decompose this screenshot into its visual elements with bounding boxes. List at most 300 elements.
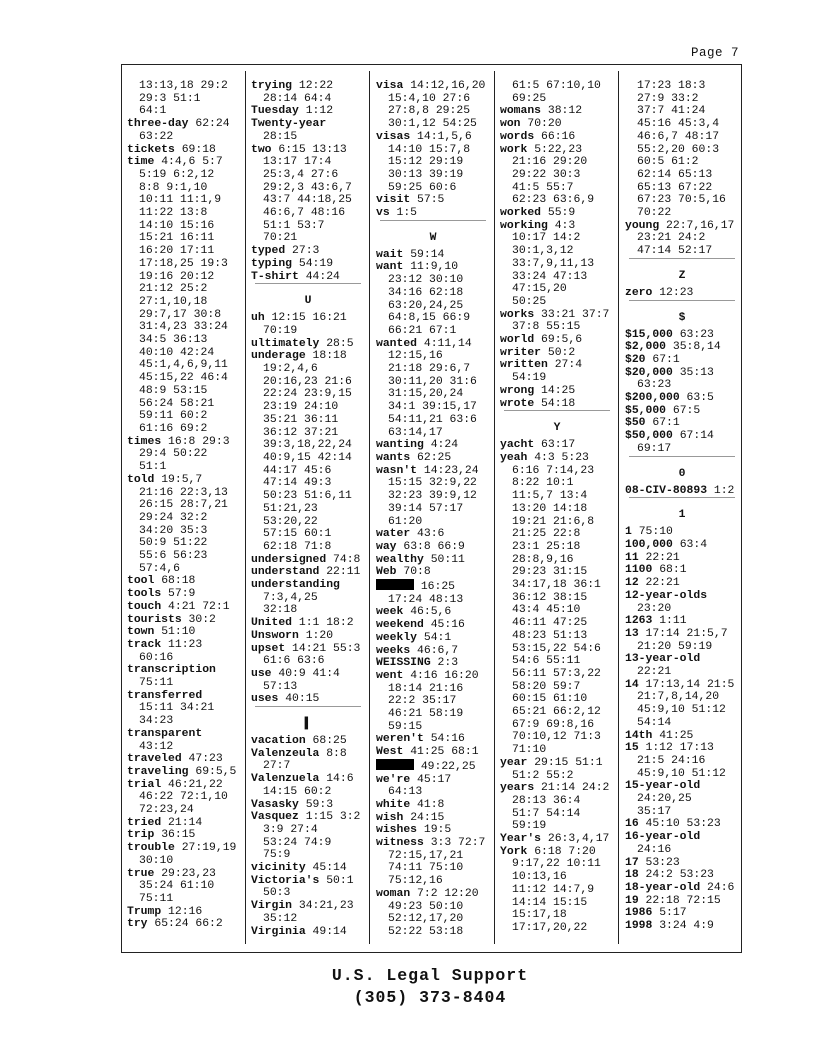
entry-first-locations: 14:25 xyxy=(541,384,576,397)
entry-location-line: 60:15 61:10 xyxy=(512,693,588,706)
entry-first-locations: 4:3 5:23 xyxy=(534,451,589,464)
entry-location-line: 33:24 47:13 xyxy=(512,270,588,283)
entry-word: works xyxy=(500,308,535,321)
entry-first-locations: 69:18 xyxy=(181,143,216,156)
entry-word: writer xyxy=(500,346,542,359)
entry-word: $15,000 xyxy=(625,328,673,341)
entry-word: traveling xyxy=(127,765,189,778)
entry-first-locations: 27:4 xyxy=(554,359,583,372)
entry-location-line: 20:16,23 21:6 xyxy=(263,375,352,388)
entry-location-line: 64:1 xyxy=(139,105,167,118)
index-entry xyxy=(251,773,365,798)
entry-location-line: 10:17 14:2 xyxy=(512,232,581,245)
entry-first-locations: 29:23,23 xyxy=(161,867,216,880)
entry-first-locations: 22:11 xyxy=(326,566,361,579)
entry-first-locations: 74:8 xyxy=(333,553,361,566)
entry-word: traveled xyxy=(127,753,182,766)
entry-location-line: 11:22 13:8 xyxy=(139,207,208,220)
entry-first-locations: 59:14 xyxy=(410,248,445,261)
entry-location-line: 3:9 27:4 xyxy=(263,823,318,836)
entry-location-line: 27:7 xyxy=(263,760,291,773)
entry-word: 15 xyxy=(625,742,639,755)
index-entry xyxy=(127,436,241,474)
index-column-2 xyxy=(251,80,365,938)
entry-location-line: 25:3,4 27:6 xyxy=(263,168,339,181)
column-separator xyxy=(494,71,495,944)
entry-word: won xyxy=(500,118,521,131)
redaction-bar xyxy=(376,579,414,590)
entry-location-line: 21:25 22:8 xyxy=(512,528,581,541)
index-entry xyxy=(251,258,365,271)
entry-first-locations: 21:14 24:2 xyxy=(541,782,610,795)
entry-word: Twenty-year xyxy=(251,118,327,131)
entry-location-line: 23:12 30:10 xyxy=(388,274,464,287)
entry-word: typing xyxy=(251,257,293,270)
entry-word: $2,000 xyxy=(625,341,667,354)
index-entry xyxy=(625,653,739,678)
index-entry xyxy=(127,779,241,817)
entry-location-line: 46:11 47:25 xyxy=(512,617,588,630)
entry-location-line: 34:23 xyxy=(139,715,174,728)
index-entry xyxy=(625,552,739,565)
index-entry xyxy=(500,359,614,384)
index-entry xyxy=(251,668,365,693)
entry-location-line: 61:16 69:2 xyxy=(139,422,208,435)
index-entry xyxy=(376,888,490,939)
index-entry xyxy=(127,690,241,728)
entry-location-line: 43:12 xyxy=(139,740,174,753)
entry-word: $5,000 xyxy=(625,404,667,417)
entry-word: visit xyxy=(376,194,411,207)
entry-location-line: 54:6 55:11 xyxy=(512,655,581,668)
entry-word: use xyxy=(251,667,272,680)
entry-word: went xyxy=(376,669,404,682)
entry-first-locations: 46:21,22 xyxy=(168,778,223,791)
index-entry xyxy=(251,875,365,900)
entry-first-locations: 4:24 xyxy=(430,439,459,452)
index-entry xyxy=(625,564,739,577)
index-entry xyxy=(127,588,241,601)
entry-first-locations: 30:2 xyxy=(188,613,216,626)
entry-first-locations: 1:11 xyxy=(659,615,687,628)
entry-location-line: 56:24 58:21 xyxy=(139,397,215,410)
index-entry xyxy=(251,926,365,939)
entry-first-locations: 46:6,7 xyxy=(417,644,459,657)
index-entry xyxy=(127,918,241,931)
entry-location-line: 13:17 17:4 xyxy=(263,156,332,169)
entry-word: way xyxy=(376,540,397,553)
entry-word: worked xyxy=(500,207,542,220)
entry-location-line: 65:13 67:22 xyxy=(637,181,713,194)
entry-first-locations: 22:21 xyxy=(645,577,680,590)
entry-word: weekend xyxy=(376,619,424,632)
entry-location-line: 19:2,4,6 xyxy=(263,363,318,376)
entry-word: 11 xyxy=(625,551,639,564)
index-entry xyxy=(251,630,365,643)
entry-word: York xyxy=(500,845,528,858)
entry-location-line: 36:12 38:15 xyxy=(512,591,588,604)
entry-first-locations: 21:14 xyxy=(168,816,203,829)
entry-word: WEISSING xyxy=(376,657,431,670)
entry-first-locations: 69:5,6 xyxy=(541,334,583,347)
entry-location-line: 53:15,22 54:6 xyxy=(512,642,601,655)
index-entry xyxy=(625,287,739,300)
entry-first-locations: 18:18 xyxy=(312,350,347,363)
entry-word: womans xyxy=(500,105,542,118)
entry-first-locations: 66:16 xyxy=(541,130,576,143)
entry-location-line: 48:9 53:15 xyxy=(139,384,208,397)
entry-location-line: 64:13 xyxy=(388,786,423,799)
entry-location-line: 70:10,12 71:3 xyxy=(512,731,601,744)
entry-first-locations: 6:18 7:20 xyxy=(534,845,596,858)
entry-location-line: 61:20 xyxy=(388,515,423,528)
footer-company: U.S. Legal Support xyxy=(331,966,529,985)
entry-location-line: 52:22 53:18 xyxy=(388,926,464,938)
entry-location-line: 27:1,10,18 xyxy=(139,295,208,308)
entry-word: uses xyxy=(251,693,279,706)
entry-word: 08-CIV-80893 xyxy=(625,484,708,497)
entry-first-locations: 69:5,5 xyxy=(195,765,237,778)
entry-location-line: 72:23,24 xyxy=(139,804,194,817)
index-entry xyxy=(625,392,739,405)
index-entry xyxy=(376,645,490,658)
entry-location-line: 63:23 xyxy=(637,379,672,392)
entry-word: tickets xyxy=(127,143,175,156)
entry-location-line: 49:23 50:10 xyxy=(388,900,464,913)
entry-first-locations: 11:9,10 xyxy=(410,261,459,274)
entry-location-line: 75:9 xyxy=(263,849,291,862)
entry-first-locations: 24:6 xyxy=(707,881,735,894)
index-entry xyxy=(127,474,241,576)
entry-location-line: 45:9,10 51:12 xyxy=(637,704,726,717)
entry-first-locations: 63:5 xyxy=(686,392,714,405)
entry-first-locations: 43:6 xyxy=(417,528,445,541)
entry-first-locations: 55:9 xyxy=(547,207,576,220)
entry-first-locations: 22:18 72:15 xyxy=(645,894,721,907)
entry-location-line: 52:12,17,20 xyxy=(388,913,464,926)
index-entry xyxy=(251,862,365,875)
entry-location-line: 59:11 60:2 xyxy=(139,410,208,423)
index-entry xyxy=(376,670,490,734)
index-entry xyxy=(127,626,241,639)
entry-location-line: 74:11 75:10 xyxy=(388,862,464,875)
entry-first-locations: 6:15 13:13 xyxy=(278,143,347,156)
index-letter-heading: W xyxy=(380,220,486,249)
index-entry xyxy=(376,541,490,554)
index-entry xyxy=(500,347,614,360)
index-entry xyxy=(625,742,739,780)
entry-first-locations: 34:21,23 xyxy=(298,900,354,913)
entry-word: words xyxy=(500,130,535,143)
entry-location-line: 19:16 20:12 xyxy=(139,270,215,283)
entry-location-line: 51:21,23 xyxy=(263,502,318,515)
entry-location-line: 16:20 17:11 xyxy=(139,245,215,258)
entry-location-line: 57:13 xyxy=(263,680,298,693)
entry-location-line: 35:12 xyxy=(263,912,298,925)
entry-location-line: 50:25 xyxy=(512,295,547,308)
index-letter-heading: 0 xyxy=(629,456,735,485)
index-entry xyxy=(251,554,365,567)
entry-location-line: 21:5 24:16 xyxy=(637,754,706,767)
entry-location-line: 35:21 36:11 xyxy=(263,413,339,426)
index-entry xyxy=(376,733,490,746)
entry-location-line: 40:9,15 42:14 xyxy=(263,451,352,464)
entry-first-locations: 49:14 xyxy=(312,925,347,938)
entry-first-locations: 14:23,24 xyxy=(423,464,479,477)
entry-location-line: 21:12 25:2 xyxy=(139,283,208,296)
entry-location-line: 17:18,25 19:3 xyxy=(139,257,228,270)
entry-first-locations: 36:15 xyxy=(161,829,196,842)
entry-location-line: 28:13 36:4 xyxy=(512,794,581,807)
entry-first-locations: 1:2 xyxy=(713,484,735,497)
index-entry xyxy=(127,614,241,627)
entry-first-locations: 45:10 53:23 xyxy=(645,818,721,831)
entry-word: yeah xyxy=(500,451,528,464)
index-entry xyxy=(251,350,365,553)
entry-word: wishes xyxy=(376,824,418,837)
entry-word: year xyxy=(500,756,528,769)
entry-first-locations: 67:5 xyxy=(672,404,701,417)
entry-location-line: 70:19 xyxy=(263,324,298,337)
index-entry xyxy=(127,829,241,842)
index-entry xyxy=(625,341,739,354)
entry-first-locations: 40:15 xyxy=(285,693,320,706)
index-entry xyxy=(127,766,241,779)
index-entry xyxy=(376,528,490,541)
index-entry xyxy=(625,539,739,552)
entry-location-line: 27:9 33:2 xyxy=(637,92,699,105)
entry-location-line: 23:21 24:2 xyxy=(637,232,706,245)
entry-word: trip xyxy=(127,829,155,842)
entry-first-locations: 14:21 55:3 xyxy=(292,642,361,655)
entry-first-locations: 54:16 xyxy=(430,733,465,746)
entry-location-line: 24:16 xyxy=(637,843,672,856)
index-entry xyxy=(376,824,490,837)
entry-first-locations: 19:5 xyxy=(423,824,452,837)
entry-location-line: 45:1,4,6,9,11 xyxy=(139,359,228,372)
entry-location-line: 46:6,7 48:16 xyxy=(263,207,346,220)
entry-word: town xyxy=(127,626,155,639)
entry-location-line: 9:17,22 10:11 xyxy=(512,858,601,871)
entry-first-locations: 5:22,23 xyxy=(534,143,583,156)
entry-location-line: 15:11 34:21 xyxy=(139,702,215,715)
entry-location-line: 10:13,16 xyxy=(512,871,567,884)
entry-first-locations: 62:25 xyxy=(417,451,452,464)
entry-first-locations: 4:4,6 5:7 xyxy=(161,156,223,169)
entry-first-locations: 4:16 16:20 xyxy=(410,669,479,682)
entry-location-line: 54:19 xyxy=(512,372,547,385)
entry-location-line: 58:20 59:7 xyxy=(512,680,581,693)
entry-location-line: 29:4 50:22 xyxy=(139,448,208,461)
entry-location-line: 15:15 32:9,22 xyxy=(388,477,477,490)
index-entry xyxy=(625,329,739,342)
entry-word: Web xyxy=(376,566,397,579)
entry-first-locations: 54:19 xyxy=(298,257,334,270)
entry-first-locations: 24:15 xyxy=(410,811,445,824)
entry-word: Year's xyxy=(500,833,542,846)
index-entry xyxy=(251,643,365,668)
entry-first-locations: 22:21 xyxy=(645,551,680,564)
entry-word: want xyxy=(376,261,404,274)
index-entry xyxy=(127,728,241,753)
entry-word: undersigned xyxy=(251,553,327,566)
index-entry xyxy=(625,526,739,539)
entry-word: time xyxy=(127,156,155,169)
entry-word: 1100 xyxy=(625,564,653,577)
entry-word: wrong xyxy=(500,384,535,397)
entry-first-locations: 17:14 21:5,7 xyxy=(645,627,728,640)
entry-word: Virgin xyxy=(251,900,293,913)
entry-first-locations: 50:2 xyxy=(547,346,576,359)
index-entry xyxy=(251,118,365,143)
entry-location-line: 61:6 63:6 xyxy=(263,655,325,668)
entry-word: understand xyxy=(251,566,320,579)
entry-location-line: 28:8,9,16 xyxy=(512,553,574,566)
entry-location-line: 23:1 25:18 xyxy=(512,540,581,553)
entry-word: United xyxy=(251,617,293,630)
entry-location-line: 69:25 xyxy=(512,92,547,105)
entry-word: tourists xyxy=(127,613,182,626)
entry-first-locations: 63:8 66:9 xyxy=(403,540,465,553)
entry-word: Valenzuela xyxy=(251,773,320,786)
entry-location-line: 15:17,18 xyxy=(512,909,567,922)
entry-first-locations: 24:2 53:23 xyxy=(645,869,714,882)
entry-location-line: 17:24 48:13 xyxy=(388,593,464,606)
entry-word: 19 xyxy=(625,894,639,907)
entry-location-line: 22:21 xyxy=(637,666,672,679)
index-entry xyxy=(500,846,614,935)
entry-first-locations: 53:23 xyxy=(645,856,680,869)
entry-location-line: 47:14 49:3 xyxy=(263,477,332,490)
entry-first-locations: 28:5 xyxy=(326,337,354,350)
entry-location-line: 45:9,10 51:12 xyxy=(637,767,726,780)
entry-word: Unsworn xyxy=(251,629,299,642)
entry-first-locations: 1:20 xyxy=(305,629,334,642)
entry-word: Vasasky xyxy=(251,798,299,811)
entry-word: 1263 xyxy=(625,615,653,628)
entry-first-locations: 12:15 16:21 xyxy=(271,312,347,325)
entry-location-line: 39:14 57:17 xyxy=(388,502,464,515)
entry-first-locations: 40:9 41:4 xyxy=(278,667,340,680)
entry-location-line: 67:23 70:5,16 xyxy=(637,194,726,207)
entry-location-line: 17:17,20,22 xyxy=(512,922,588,934)
index-entry xyxy=(127,753,241,766)
entry-first-locations: 75:10 xyxy=(638,526,673,539)
index-entry xyxy=(127,868,241,906)
entry-first-locations: 35:8,14 xyxy=(672,341,721,354)
entry-first-locations: 1:12 xyxy=(305,105,334,118)
entry-location-line: 36:12 37:21 xyxy=(263,426,339,439)
index-entry xyxy=(625,485,739,498)
entry-location-line: 63:14,17 xyxy=(388,426,443,439)
index-entry xyxy=(500,385,614,398)
entry-location-line: 34:17,18 36:1 xyxy=(512,579,601,592)
entry-location-line: 34:1 39:15,17 xyxy=(388,401,477,414)
entry-location-line: 11:5,7 13:4 xyxy=(512,490,588,503)
entry-word: 12-year-olds xyxy=(625,589,708,602)
entry-location-line: 51:1 53:7 xyxy=(263,219,325,232)
entry-first-locations: 19:5,7 xyxy=(161,473,203,486)
entry-location-line: 7:3,4,25 xyxy=(263,591,318,604)
entry-word: visas xyxy=(376,130,411,143)
index-entry xyxy=(376,207,490,220)
entry-location-line: 53:20,22 xyxy=(263,515,318,528)
entry-word: visa xyxy=(376,80,404,92)
entry-location-line: 71:10 xyxy=(512,744,547,757)
index-entry xyxy=(251,579,365,617)
entry-word: $20 xyxy=(625,353,646,366)
entry-location-line: 28:15 xyxy=(263,130,298,143)
entry-first-locations: 41:25 xyxy=(659,729,694,742)
entry-word: ultimately xyxy=(251,337,320,350)
entry-location-line: 10:11 11:1,9 xyxy=(139,194,222,207)
index-entry xyxy=(376,452,490,465)
entry-first-locations: 65:24 66:2 xyxy=(154,918,223,931)
entry-location-line: 50:23 51:6,11 xyxy=(263,490,352,503)
entry-first-locations: 22:7,16,17 xyxy=(666,219,735,232)
index-entry xyxy=(127,118,241,143)
index-entry xyxy=(625,367,739,392)
entry-location-line: 53:24 74:9 xyxy=(263,836,332,849)
entry-location-line: 19:21 21:6,8 xyxy=(512,515,595,528)
index-entry xyxy=(376,194,490,207)
entry-first-locations: 70:20 xyxy=(527,118,562,131)
index-entry xyxy=(625,354,739,367)
entry-word: wrote xyxy=(500,397,535,410)
index-entry xyxy=(376,554,490,567)
entry-location-line: 21:18 29:6,7 xyxy=(388,363,471,376)
entry-word: vs xyxy=(376,207,390,220)
page-number: Page 7 xyxy=(691,46,740,60)
entry-location-line: 30:11,20 31:6 xyxy=(388,375,477,388)
entry-first-locations: 57:5 xyxy=(417,194,445,207)
entry-location-line: 62:14 65:13 xyxy=(637,168,713,181)
index-entry xyxy=(376,80,490,131)
entry-first-locations: 68:18 xyxy=(161,575,196,588)
index-entry xyxy=(251,735,365,748)
entry-first-locations: 59:3 xyxy=(305,798,334,811)
index-entry xyxy=(376,566,490,579)
entry-location-line: 72:15,17,21 xyxy=(388,849,464,862)
index-entry xyxy=(500,118,614,131)
entry-first-locations: 51:10 xyxy=(161,626,196,639)
entry-first-locations: 8:8 xyxy=(326,747,347,760)
column-separator xyxy=(618,71,619,944)
index-entry xyxy=(127,664,241,689)
entry-word: weren't xyxy=(376,733,424,746)
entry-first-locations: 63:4 xyxy=(679,538,708,551)
index-letter-heading: $ xyxy=(629,300,735,329)
entry-location-line: 29:22 30:3 xyxy=(512,168,581,181)
entry-word: wanting xyxy=(376,439,424,452)
entry-location-line: 32:23 39:9,12 xyxy=(388,490,477,503)
entry-word: written xyxy=(500,359,548,372)
entry-location-line: 27:8,8 29:25 xyxy=(388,105,471,118)
entry-location-line: 55:2,20 60:3 xyxy=(637,143,720,156)
index-entry xyxy=(376,619,490,632)
entry-location-line: 70:22 xyxy=(637,207,672,220)
entry-location-line: 40:10 42:24 xyxy=(139,346,215,359)
entry-word: working xyxy=(500,219,548,232)
entry-location-line: 69:17 xyxy=(637,442,672,455)
entry-location-line: 63:22 xyxy=(139,130,174,143)
index-entry xyxy=(500,782,614,833)
entry-location-line: 54:14 xyxy=(637,716,672,729)
index-entry xyxy=(251,271,365,284)
entry-location-line: 35:24 61:10 xyxy=(139,880,215,893)
index-entry xyxy=(251,105,365,118)
entry-first-locations: 49:22,25 xyxy=(420,760,476,773)
